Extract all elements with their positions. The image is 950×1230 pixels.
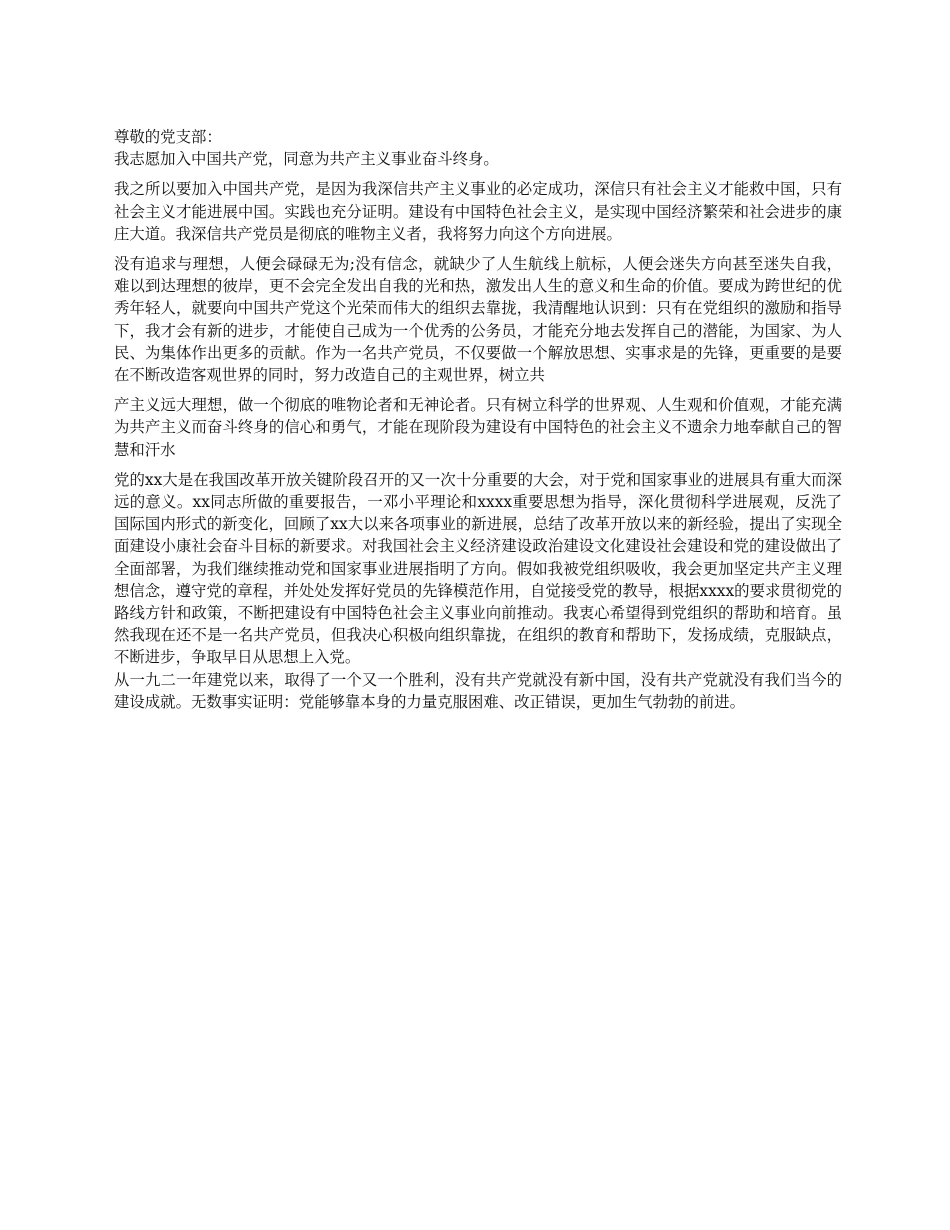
document-page	[114, 126, 842, 713]
paragraph-ideals: 没有追求与理想，人便会碌碌无为;没有信念，就缺少了人生航线上航标，人便会迷失方向甚至迷失自我，难以到达理想的彼岸，更不会完全发出自我的光和热，激发出人生的意义和生命的价值。要成为跨世纪的优秀年轻人，就要向中国共产党这个光荣而伟大的组织去靠拢，我清醒地认识到：只有在党组织的激励和指导下，我才会有新的进步，才能使自己成为一个优秀的公务员，才能充分地去发挥自己的潜能，为国家、为人民、为集体作出更多的贡献。作为一名共产党员，不仅要做一个解放思想、实事求是的先锋，更重要的是要在不断改造客观世界的同时，努力改造自己的主观世界，树立共	[114, 255, 842, 385]
paragraph-congress: 党的xx大是在我国改革开放关键阶段召开的又一次十分重要的大会，对于党和国家事业的进展具有重大而深远的意义。xx同志所做的重要报告，一邓小平理论和xxxx重要思想为指导，深化贯彻科学进展观，反洗了国际国内形式的新变化，回顾了xx大以来各项事业的新进展，总结了改革开放以来的新经验，提出了实现全面建设小康社会奋斗目标的新要求。对我国社会主义经济建设政治建设文化建设社会建设和党的建设做出了全面部署，为我们继续推动党和国家事业进展指明了方向。假如我被党组织吸收，我会更加坚定共产主义理想信念，遵守党的章程，并处处发挥好党员的先锋模范作用，自觉接受党的教导，根据xxxx的要求贯彻党的路线方针和政策，不断把建设有中国特色社会主义事业向前推动。我衷心希望得到党组织的帮助和培育。虽然我现在还不是一名共产党员，但我决心积极向组织靠拢，在组织的教育和帮助下，发扬成绩，克服缺点，不断进步，争取早日从思想上入党。	[114, 470, 842, 667]
paragraph-reason: 我之所以要加入中国共产党，是因为我深信共产主义事业的必定成功，深信只有社会主义才能救中国，只有社会主义才能进展中国。实践也充分证明。建设有中国特色社会主义，是实现中国经济繁荣和社会进步的康庄大道。我深信共产党员是彻底的唯物主义者，我将努力向这个方向进展。	[114, 180, 842, 243]
salutation: 尊敬的党支部：	[114, 128, 222, 146]
paragraph-worldview: 产主义远大理想，做一个彻底的唯物论者和无神论者。只有树立科学的世界观、人生观和价值观，才能充满为共产主义而奋斗终身的信心和勇气，才能在现阶段为建设有中国特色的社会主义不遗余力地奉献自己的智慧和汗水	[114, 396, 842, 459]
paragraph-history: 从一九二一年建党以来，取得了一个又一个胜利，没有共产党就没有新中国，没有共产党就没有我们当今的建设成就。无数事实证明：党能够靠本身的力量克服困难、改正错误，更加生气勃勃的前进。	[114, 670, 842, 711]
opening-line: 我志愿加入中国共产党，同意为共产主义事业奋斗终身。	[114, 150, 499, 169]
